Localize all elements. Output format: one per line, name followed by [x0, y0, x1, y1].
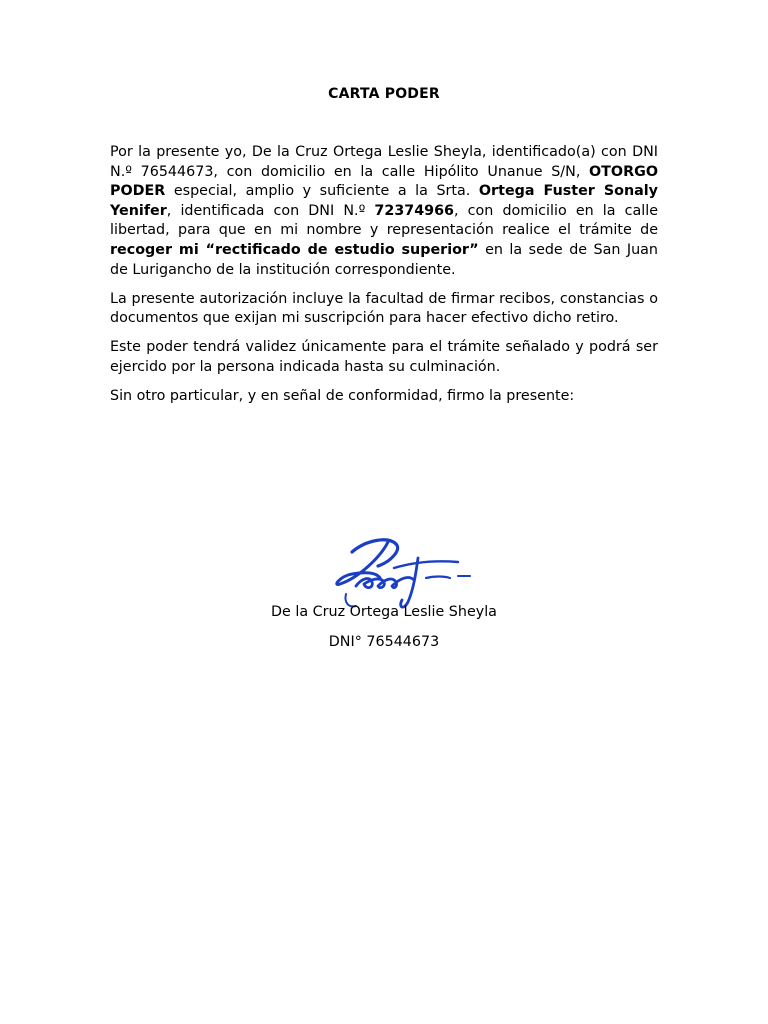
paragraph-grant-text-4: , con domicilio en la calle libertad, para que en mi nombre y representación realice el trámite de: [110, 202, 658, 239]
paragraph-grant: [110, 143, 658, 280]
paragraph-authorization: La presente autorización incluye la facultad de firmar recibos, constancias o documentos que exijan mi suscripción para hacer efectivo dicho retiro.: [110, 290, 658, 327]
handwritten-signature: [318, 532, 478, 614]
attorney-name-bold: Ortega Fuster Sonaly Yenifer: [110, 183, 659, 219]
procedure-bold: recoger mi “rectificado de estudio superior”: [110, 241, 479, 258]
paragraph-grant-text-5: en la sede de San Juan de Lurigancho de la institución correspondiente.: [110, 241, 658, 278]
paragraph-validity: Este poder tendrá validez únicamente para el trámite señalado y podrá ser ejercido por la persona indicada hasta su culminación.: [110, 339, 658, 375]
grant-power-bold: OTORGO PODER: [110, 163, 658, 200]
document-title: CARTA PODER: [328, 86, 440, 102]
paragraph-grant-text-1: Por la presente yo, De la Cruz Ortega Leslie Sheyla, identificado(a) con DNI N.º 76544673, con domicilio en la calle Hipólito Unanue S/N,: [110, 144, 658, 180]
document-body: [110, 143, 658, 416]
paragraph-grant-text-3: , identificada con DNI N.º: [166, 202, 375, 219]
signer-dni: DNI° 76544673: [328, 634, 440, 650]
attorney-dni-bold: 72374966: [374, 202, 455, 219]
paragraph-grant-text-2: especial, amplio y suficiente a la Srta.: [165, 183, 479, 200]
signer-name: De la Cruz Ortega Leslie Sheyla: [271, 604, 497, 620]
paragraph-closing: Sin otro particular, y en señal de conformidad, firmo la presente:: [110, 388, 575, 405]
